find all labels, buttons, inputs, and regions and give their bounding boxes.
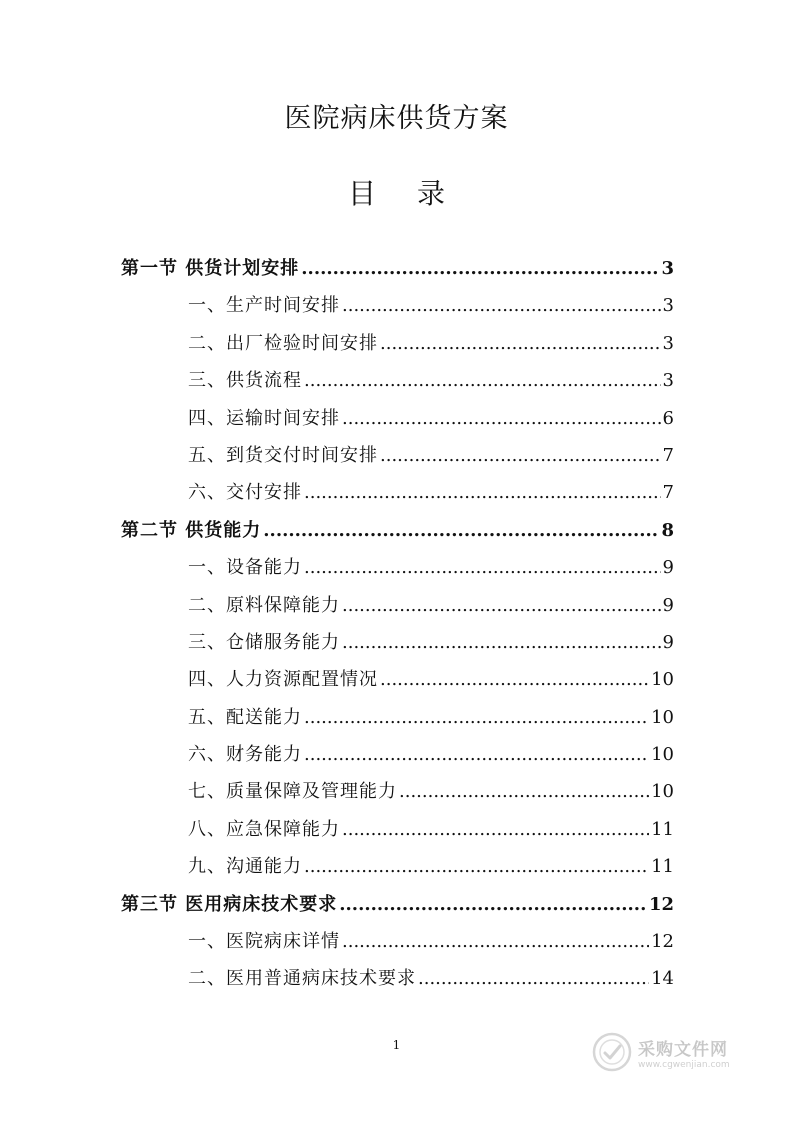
toc-entry-page: 9 <box>662 594 674 616</box>
page-number: 1 <box>392 1038 401 1052</box>
toc-entry-label: 二、医用普通病床技术要求 <box>188 968 416 990</box>
toc-entry-label: 第三节 医用病床技术要求 <box>121 893 338 915</box>
toc-dot-leader <box>399 773 649 810</box>
toc-entry-page: 7 <box>662 482 674 504</box>
toc-entry-label: 四、运输时间安排 <box>188 407 340 429</box>
toc-entry-page: 6 <box>662 407 674 429</box>
toc-subsection-entry[interactable] <box>121 474 674 511</box>
toc-entry-label: 九、沟通能力 <box>188 856 302 878</box>
toc-dot-leader <box>380 661 649 698</box>
toc-entry-page: 11 <box>651 856 674 878</box>
toc-dot-leader <box>301 250 659 287</box>
toc-dot-leader <box>418 960 649 997</box>
toc-entry-page: 3 <box>662 295 674 317</box>
toc-dot-leader <box>342 624 661 661</box>
toc-entry-label: 第二节 供货能力 <box>121 519 262 541</box>
toc-heading: 目 录 <box>348 177 461 210</box>
toc-entry-label: 三、供货流程 <box>188 370 302 392</box>
toc-subsection-entry[interactable] <box>121 811 674 848</box>
toc-subsection-entry[interactable] <box>121 923 674 960</box>
toc-entry-label: 二、出厂检验时间安排 <box>188 332 378 354</box>
toc-subsection-entry[interactable] <box>121 699 674 736</box>
toc-entry-label: 一、生产时间安排 <box>188 295 340 317</box>
toc-entry-page: 11 <box>651 818 674 840</box>
toc-dot-leader <box>304 474 661 511</box>
cgwenjian-logo-icon <box>592 1032 632 1072</box>
toc-subsection-entry[interactable] <box>121 661 674 698</box>
toc-entry-label: 三、仓储服务能力 <box>188 631 340 653</box>
document-title: 医院病床供货方案 <box>284 103 509 134</box>
watermark-url: www.cgwenjian.com <box>638 1059 730 1070</box>
toc-entry-page: 14 <box>651 968 674 990</box>
toc-entry-label: 八、应急保障能力 <box>188 818 340 840</box>
toc-dot-leader <box>263 512 659 549</box>
toc-entry-page: 9 <box>662 631 674 653</box>
toc-entry-label: 一、设备能力 <box>188 557 302 579</box>
toc-entry-label: 六、财务能力 <box>188 744 302 766</box>
toc-subsection-entry[interactable] <box>121 362 674 399</box>
toc-entry-label: 一、医院病床详情 <box>188 931 340 953</box>
toc-entry-page: 3 <box>662 332 674 354</box>
toc-entry-page: 8 <box>661 519 674 541</box>
toc-dot-leader <box>380 437 661 474</box>
toc-dot-leader <box>342 587 661 624</box>
toc-section-entry[interactable] <box>121 512 674 549</box>
toc-dot-leader <box>304 549 661 586</box>
toc-entry-page: 7 <box>662 444 674 466</box>
toc-subsection-entry[interactable] <box>121 960 674 997</box>
toc-entry-label: 五、到货交付时间安排 <box>188 444 378 466</box>
toc-entry-label: 第一节 供货计划安排 <box>121 258 300 279</box>
toc-section-entry[interactable] <box>121 250 674 287</box>
toc-entry-page: 10 <box>651 744 674 766</box>
table-of-contents <box>121 250 674 998</box>
toc-subsection-entry[interactable] <box>121 624 674 661</box>
toc-entry-label: 二、原料保障能力 <box>188 594 340 616</box>
toc-subsection-entry[interactable] <box>121 773 674 810</box>
toc-entry-label: 六、交付安排 <box>188 482 302 504</box>
toc-dot-leader <box>342 811 649 848</box>
toc-section-entry[interactable] <box>121 886 674 923</box>
toc-subsection-entry[interactable] <box>121 437 674 474</box>
toc-subsection-entry[interactable] <box>121 848 674 885</box>
toc-subsection-entry[interactable] <box>121 549 674 586</box>
toc-entry-page: 10 <box>651 669 674 691</box>
toc-subsection-entry[interactable] <box>121 400 674 437</box>
toc-entry-page: 12 <box>651 931 674 953</box>
watermark-name: 采购文件网 <box>638 1039 728 1060</box>
toc-dot-leader <box>342 400 661 437</box>
toc-subsection-entry[interactable] <box>121 287 674 324</box>
toc-entry-label: 五、配送能力 <box>188 706 302 728</box>
toc-entry-page: 3 <box>662 370 674 392</box>
toc-dot-leader <box>380 325 661 362</box>
toc-dot-leader <box>342 287 661 324</box>
watermark <box>592 1030 752 1074</box>
toc-entry-page: 3 <box>661 258 674 279</box>
toc-entry-page: 12 <box>648 893 674 915</box>
toc-entry-page: 10 <box>651 706 674 728</box>
toc-entry-page: 9 <box>662 557 674 579</box>
toc-dot-leader <box>304 362 661 399</box>
toc-subsection-entry[interactable] <box>121 325 674 362</box>
toc-entry-label: 七、质量保障及管理能力 <box>188 781 397 803</box>
toc-dot-leader <box>304 736 649 773</box>
toc-dot-leader <box>342 923 649 960</box>
toc-entry-page: 10 <box>651 781 674 803</box>
toc-subsection-entry[interactable] <box>121 587 674 624</box>
toc-dot-leader <box>304 848 649 885</box>
toc-entry-label: 四、人力资源配置情况 <box>188 669 378 691</box>
toc-subsection-entry[interactable] <box>121 736 674 773</box>
toc-dot-leader <box>339 886 647 923</box>
toc-dot-leader <box>304 699 649 736</box>
